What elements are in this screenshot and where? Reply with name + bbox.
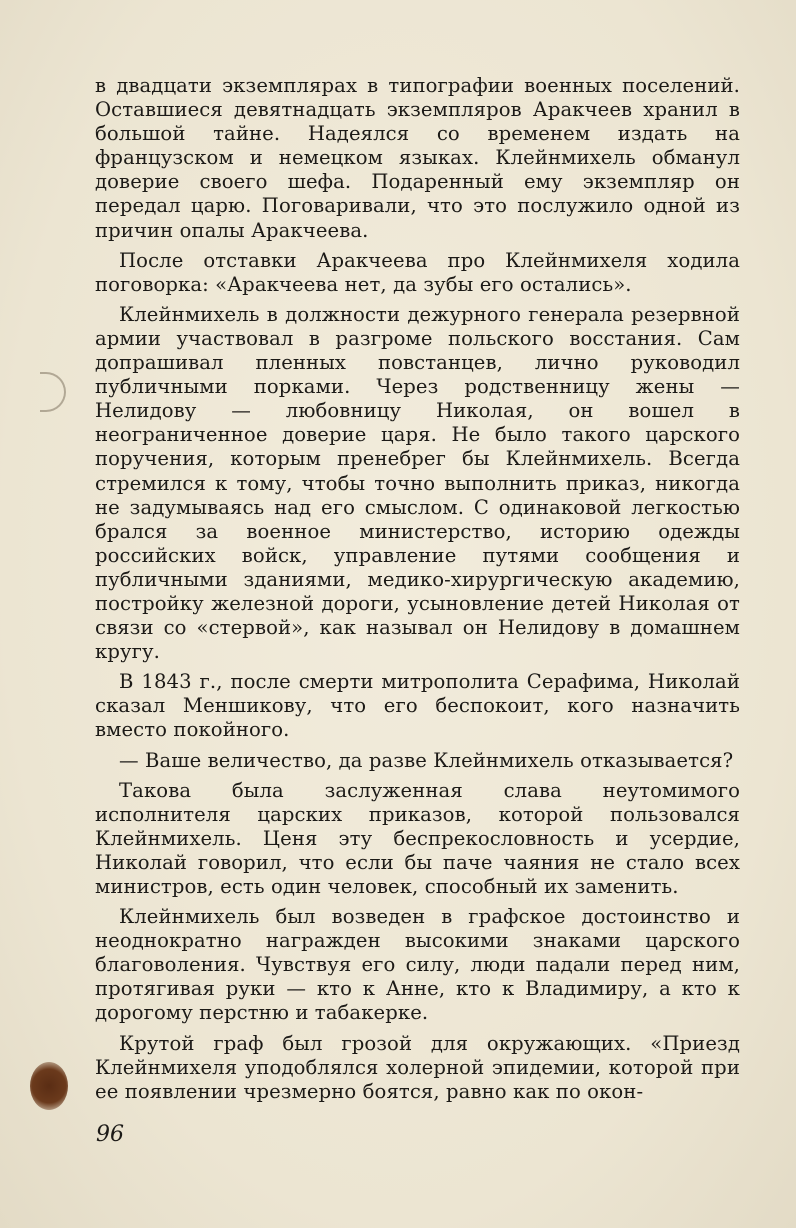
ink-stain	[30, 1062, 68, 1110]
paragraph: в двадцати экземплярах в типографии военных поселений. Оставшиеся девятнадцать экземпляров Аракчеев хранил в большой тайне. Надеялся со временем издать на французском и немецком языках. Клейнмихель обманул доверие своего шефа. Подаренный ему экземпляр он передал царю. Поговаривали, что это послужило одной из причин опалы Аракчеева.	[95, 74, 740, 242]
paragraph: Клейнмихель в должности дежурного генерала резервной армии участвовал в разгроме польского восстания. Сам допрашивал пленных повстанцев, лично руководил публичными порками. Через родственницу жены — Нелидову — любовницу Николая, он вошел в неограниченное доверие царя. Не было такого царского поручения, которым пренебрег бы Клейнмихель. Всегда стремился к тому, чтобы точно выполнить приказ, никогда не задумываясь над его смыслом. С одинаковой легкостью брался за военное министерство, историю одежды российских войск, управление путями сообщения и публичными зданиями, медико-хирургическую академию, постройку железной дороги, усыновление детей Николая от связи со «стервой», как называл он Нелидову в домашнем кругу.	[95, 302, 740, 664]
paragraph: — Ваше величество, да разве Клейнмихель отказывается?	[119, 748, 734, 772]
page-text	[95, 74, 740, 1110]
paragraph: После отставки Аракчеева про Клейнмихеля ходила поговорка: «Аракчеева нет, да зубы его остались».	[95, 248, 740, 296]
paragraph: Клейнмихель был возведен в графское достоинство и неоднократно награжден высокими знаками царского благоволения. Чувствуя его силу, люди падали перед ним, протягивая руки — кто к Анне, кто к Владимиру, а кто к дорогому перстню и табакерке.	[95, 905, 740, 1025]
margin-pencil-mark	[40, 372, 66, 412]
page-number: 96	[96, 1122, 124, 1147]
paragraph: Крутой граф был грозой для окружающих. «Приезд Клейнмихеля уподоблялся холерной эпидемии, которой при ее появлении чрезмерно боятся, равно как по окон-	[95, 1031, 740, 1103]
paragraph: В 1843 г., после смерти митрополита Серафима, Николай сказал Меншикову, что его беспокоит, кого назначить вместо покойного.	[95, 670, 740, 742]
paragraph: Такова была заслуженная слава неутомимого исполнителя царских приказов, которой пользовался Клейнмихель. Ценя эту беспрекословность и усердие, Николай говорил, что если бы паче чаяния не стало всех министров, есть один человек, способный их заменить.	[95, 778, 740, 898]
